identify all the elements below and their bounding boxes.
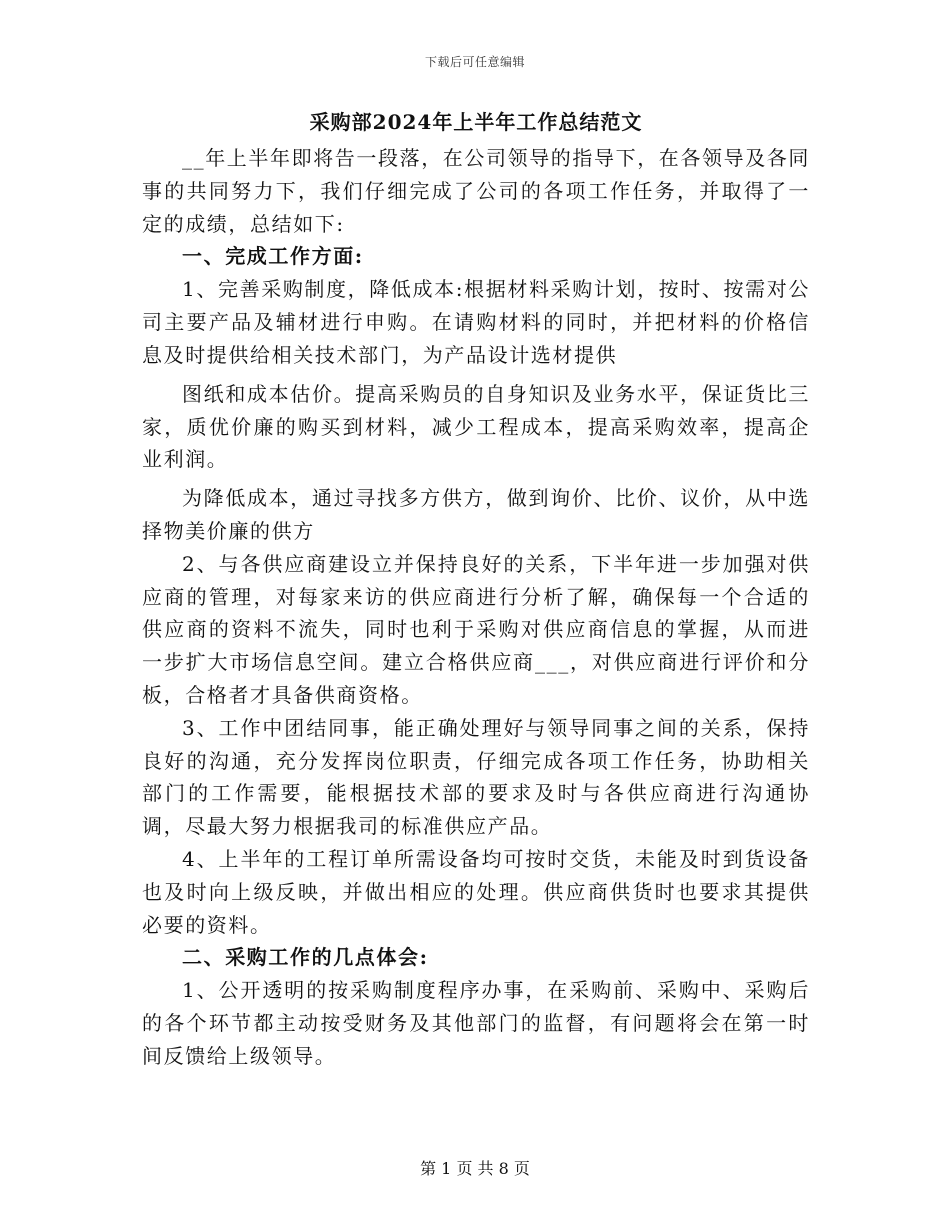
intro-paragraph: __年上半年即将告一段落，在公司领导的指导下，在各领导及各同事的共同努力下，我们仔细完成了公司的各项工作任务，并取得了一定的成绩，总结如下: [142,146,810,236]
paragraph-reduce-cost: 为降低成本，通过寻找多方供方，做到询价、比价、议价，从中选择物美价廉的供方 [142,486,810,543]
paragraph-transparency: 1、公开透明的按采购制度程序办事，在采购前、采购中、采购后的各个环节都主动按受财务及其他部门的监督，有问题将会在第一时间反馈给上级领导。 [142,978,810,1068]
document-body [142,106,810,1073]
paragraph-supplier-relations: 2、与各供应商建设立并保持良好的关系，下半年进一步加强对供应商的管理，对每家来访的供应商进行分析了解，确保每一个合适的供应商的资料不流失，同时也利于采购对供应商信息的掌握，从而进一步扩大市场信息空间。建立合格供应商___，对供应商进行评价和分板，合格者才具备供商资格。 [142,551,810,707]
paragraph-purchasing-system: 1、完善采购制度，降低成本:根据材料采购计划，按时、按需对公司主要产品及辅材进行申购。在请购材料的同时，并把材料的价格信息及时提供给相关技术部门，为产品设计选材提供 [142,277,810,367]
section-heading-work-completed: 一、完成工作方面: [182,244,364,269]
paragraph-teamwork: 3、工作中团结同事，能正确处理好与领导同事之间的关系，保持良好的沟通，充分发挥岗位职责，仔细完成各项工作任务，协助相关部门的工作需要，能根据技术部的要求及时与各供应商进行沟通协调，尽最大努力根据我司的标准供应产品。 [142,715,810,839]
section-heading-insights: 二、采购工作的几点体会: [182,945,429,970]
paragraph-cost-estimate: 图纸和成本估价。提高采购员的自身知识及业务水平，保证货比三家，质优价廉的购买到材料，减少工程成本，提高采购效率，提高企业利润。 [142,381,810,472]
paragraph-delivery: 4、上半年的工程订单所需设备均可按时交货，未能及时到货设备也及时向上级反映，并做出相应的处理。供应商供货时也要求其提供必要的资料。 [142,846,810,937]
document-title: 采购部2024年上半年工作总结范文 [309,110,643,134]
page-indicator: 第 1 页 共 8 页 [420,1159,530,1178]
download-note: 下载后可任意编辑 [424,55,525,69]
